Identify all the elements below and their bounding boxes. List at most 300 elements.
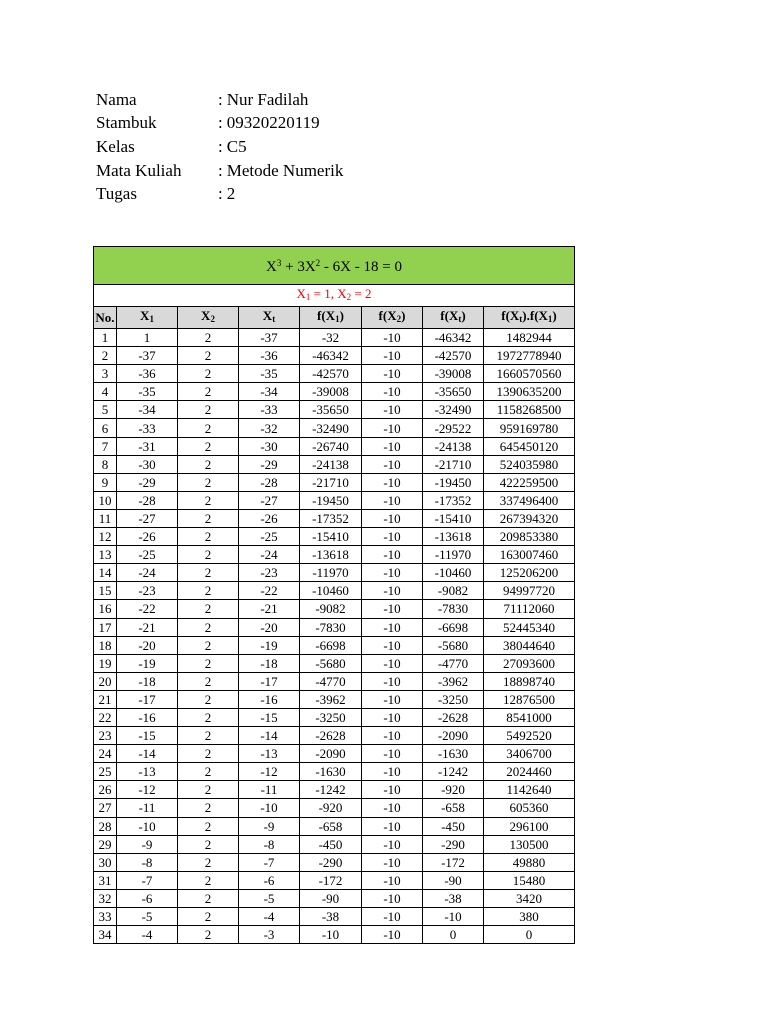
- fxt-cell: -29522: [423, 419, 484, 437]
- table-row: [94, 835, 575, 853]
- info-row-tugas: [96, 182, 343, 206]
- table-row: [94, 582, 575, 600]
- fx2-cell: -10: [362, 763, 423, 781]
- table-row: [94, 745, 575, 763]
- table-row: [94, 437, 575, 455]
- x1-cell: -15: [117, 727, 178, 745]
- info-label: Tugas: [96, 184, 137, 204]
- product-cell: 296100: [484, 817, 575, 835]
- x1-cell: -22: [117, 600, 178, 618]
- x1-cell: -14: [117, 745, 178, 763]
- fx1-cell: -2090: [300, 745, 362, 763]
- fxt-cell: -920: [423, 781, 484, 799]
- fx1-cell: -11970: [300, 564, 362, 582]
- info-value: 09320220119: [226, 113, 320, 133]
- row-number-cell: 1: [94, 329, 117, 347]
- title-text: X: [266, 259, 277, 275]
- fx2-cell: -10: [362, 745, 423, 763]
- product-cell: 163007460: [484, 546, 575, 564]
- info-separator: :: [218, 136, 223, 156]
- fx1-cell: -46342: [300, 347, 362, 365]
- x1-cell: -5: [117, 908, 178, 926]
- row-number-cell: 24: [94, 745, 117, 763]
- xt-cell: -22: [239, 582, 300, 600]
- product-cell: 49880: [484, 853, 575, 871]
- row-number-cell: 2: [94, 347, 117, 365]
- row-number-cell: 19: [94, 654, 117, 672]
- x1-cell: -37: [117, 347, 178, 365]
- xt-cell: -23: [239, 564, 300, 582]
- xt-cell: -20: [239, 618, 300, 636]
- fx2-cell: -10: [362, 926, 423, 944]
- product-cell: 267394320: [484, 509, 575, 527]
- fx1-cell: -172: [300, 871, 362, 889]
- product-cell: 1660570560: [484, 365, 575, 383]
- row-number-cell: 30: [94, 853, 117, 871]
- x1-cell: -34: [117, 401, 178, 419]
- fxt-cell: -10460: [423, 564, 484, 582]
- xt-cell: -13: [239, 745, 300, 763]
- header-subscript: t: [272, 314, 276, 324]
- header-text: ): [461, 308, 466, 323]
- product-cell: 71112060: [484, 600, 575, 618]
- x1-cell: -11: [117, 799, 178, 817]
- product-cell: 0: [484, 926, 575, 944]
- fx1-cell: -35650: [300, 401, 362, 419]
- info-row-stambuk: [96, 112, 343, 136]
- xt-cell: -33: [239, 401, 300, 419]
- info-separator: :: [218, 113, 223, 133]
- x2-cell: 2: [178, 727, 239, 745]
- header-subscript: 1: [149, 314, 154, 324]
- product-cell: 1142640: [484, 781, 575, 799]
- x2-cell: 2: [178, 455, 239, 473]
- row-number-cell: 26: [94, 781, 117, 799]
- fxt-cell: -38: [423, 889, 484, 907]
- fx1-cell: -38: [300, 908, 362, 926]
- fx2-cell: -10: [362, 636, 423, 654]
- row-number-cell: 17: [94, 618, 117, 636]
- table-row: [94, 618, 575, 636]
- x2-cell: 2: [178, 600, 239, 618]
- fx2-cell: -10: [362, 799, 423, 817]
- fx1-cell: -4770: [300, 672, 362, 690]
- product-cell: 130500: [484, 835, 575, 853]
- x1-cell: -26: [117, 528, 178, 546]
- table-row: [94, 455, 575, 473]
- x2-cell: 2: [178, 528, 239, 546]
- fx2-cell: -10: [362, 329, 423, 347]
- table-row: [94, 600, 575, 618]
- fxt-cell: -17352: [423, 491, 484, 509]
- fx2-cell: -10: [362, 347, 423, 365]
- x2-cell: 2: [178, 871, 239, 889]
- x2-cell: 2: [178, 473, 239, 491]
- fxt-cell: 0: [423, 926, 484, 944]
- info-separator: :: [218, 184, 223, 204]
- row-number-cell: 18: [94, 636, 117, 654]
- header-subscript: 1: [547, 314, 553, 324]
- fx1-cell: -26740: [300, 437, 362, 455]
- fx1-cell: -17352: [300, 509, 362, 527]
- info-label: Kelas: [96, 136, 135, 156]
- table-row: [94, 546, 575, 564]
- xt-cell: -7: [239, 853, 300, 871]
- product-cell: 5492520: [484, 727, 575, 745]
- condition-text: X: [296, 286, 306, 301]
- product-cell: 422259500: [484, 473, 575, 491]
- table-row: [94, 817, 575, 835]
- x1-cell: -7: [117, 871, 178, 889]
- fxt-cell: -450: [423, 817, 484, 835]
- header-text: No.: [95, 310, 115, 325]
- xt-cell: -14: [239, 727, 300, 745]
- product-cell: 1972778940: [484, 347, 575, 365]
- fx2-cell: -10: [362, 871, 423, 889]
- header-subscript: 1: [335, 314, 340, 324]
- xt-cell: -32: [239, 419, 300, 437]
- xt-cell: -30: [239, 437, 300, 455]
- header-x1: [117, 307, 178, 329]
- header-subscript: t: [519, 314, 523, 324]
- fxt-cell: -658: [423, 799, 484, 817]
- x2-cell: 2: [178, 582, 239, 600]
- fx2-cell: -10: [362, 672, 423, 690]
- info-label: Nama: [96, 89, 137, 109]
- table-row: [94, 672, 575, 690]
- x2-cell: 2: [178, 908, 239, 926]
- product-cell: 12876500: [484, 690, 575, 708]
- xt-cell: -8: [239, 835, 300, 853]
- condition-subscript: 1: [305, 292, 311, 302]
- product-cell: 959169780: [484, 419, 575, 437]
- row-number-cell: 28: [94, 817, 117, 835]
- fxt-cell: -2628: [423, 708, 484, 726]
- product-cell: 1158268500: [484, 401, 575, 419]
- fx2-cell: -10: [362, 491, 423, 509]
- fx1-cell: -920: [300, 799, 362, 817]
- header-text: ): [339, 308, 344, 323]
- row-number-cell: 14: [94, 564, 117, 582]
- xt-cell: -29: [239, 455, 300, 473]
- title-exponent: 2: [315, 258, 321, 268]
- xt-cell: -4: [239, 908, 300, 926]
- condition-text: = 2: [351, 286, 372, 301]
- x1-cell: -10: [117, 817, 178, 835]
- fx1-cell: -6698: [300, 636, 362, 654]
- fx2-cell: -10: [362, 528, 423, 546]
- product-cell: 18898740: [484, 672, 575, 690]
- fx1-cell: -10460: [300, 582, 362, 600]
- fxt-cell: -15410: [423, 509, 484, 527]
- fx1-cell: -7830: [300, 618, 362, 636]
- fx1-cell: -42570: [300, 365, 362, 383]
- table-row: [94, 654, 575, 672]
- header-text: f(X: [378, 308, 397, 323]
- table-row: [94, 727, 575, 745]
- xt-cell: -19: [239, 636, 300, 654]
- fxt-cell: -32490: [423, 401, 484, 419]
- fx2-cell: -10: [362, 690, 423, 708]
- info-row-kelas: [96, 135, 343, 159]
- header-subscript: 2: [210, 314, 215, 324]
- x2-cell: 2: [178, 365, 239, 383]
- title-text: - 6X - 18 = 0: [320, 259, 402, 275]
- fxt-cell: -46342: [423, 329, 484, 347]
- table-row: [94, 528, 575, 546]
- fx1-cell: -3250: [300, 708, 362, 726]
- fx2-cell: -10: [362, 582, 423, 600]
- x1-cell: -31: [117, 437, 178, 455]
- x1-cell: -24: [117, 564, 178, 582]
- product-cell: 645450120: [484, 437, 575, 455]
- xt-cell: -21: [239, 600, 300, 618]
- header-product: [484, 307, 575, 329]
- fx2-cell: -10: [362, 853, 423, 871]
- xt-cell: -26: [239, 509, 300, 527]
- info-label: Mata Kuliah: [96, 160, 182, 180]
- fx2-cell: -10: [362, 889, 423, 907]
- x2-cell: 2: [178, 618, 239, 636]
- row-number-cell: 8: [94, 455, 117, 473]
- x2-cell: 2: [178, 745, 239, 763]
- table-row: [94, 799, 575, 817]
- fxt-cell: -3250: [423, 690, 484, 708]
- x1-cell: -30: [117, 455, 178, 473]
- info-value: 2: [226, 184, 236, 204]
- row-number-cell: 20: [94, 672, 117, 690]
- x2-cell: 2: [178, 491, 239, 509]
- header-subscript: t: [458, 314, 462, 324]
- fx2-cell: -10: [362, 383, 423, 401]
- product-cell: 1482944: [484, 329, 575, 347]
- row-number-cell: 25: [94, 763, 117, 781]
- fxt-cell: -10: [423, 908, 484, 926]
- product-cell: 52445340: [484, 618, 575, 636]
- fx2-cell: -10: [362, 835, 423, 853]
- fx2-cell: -10: [362, 817, 423, 835]
- x1-cell: -13: [117, 763, 178, 781]
- row-number-cell: 9: [94, 473, 117, 491]
- row-number-cell: 7: [94, 437, 117, 455]
- fx1-cell: -10: [300, 926, 362, 944]
- product-cell: 380: [484, 908, 575, 926]
- fxt-cell: -35650: [423, 383, 484, 401]
- row-number-cell: 34: [94, 926, 117, 944]
- fx2-cell: -10: [362, 908, 423, 926]
- row-number-cell: 21: [94, 690, 117, 708]
- fx1-cell: -9082: [300, 600, 362, 618]
- xt-cell: -11: [239, 781, 300, 799]
- x2-cell: 2: [178, 636, 239, 654]
- fx1-cell: -32490: [300, 419, 362, 437]
- row-number-cell: 16: [94, 600, 117, 618]
- row-number-cell: 11: [94, 509, 117, 527]
- fxt-cell: -11970: [423, 546, 484, 564]
- fx1-cell: -450: [300, 835, 362, 853]
- x2-cell: 2: [178, 835, 239, 853]
- header-fx2: [362, 307, 423, 329]
- xt-cell: -28: [239, 473, 300, 491]
- x1-cell: 1: [117, 329, 178, 347]
- fxt-cell: -21710: [423, 455, 484, 473]
- table-row: [94, 491, 575, 509]
- x1-cell: -36: [117, 365, 178, 383]
- table-row: [94, 383, 575, 401]
- table-header-row: [94, 307, 575, 329]
- fx1-cell: -24138: [300, 455, 362, 473]
- x1-cell: -20: [117, 636, 178, 654]
- table-row: [94, 329, 575, 347]
- header-text: f(X: [501, 308, 520, 323]
- info-row-mata-kuliah: [96, 159, 343, 183]
- table-row: [94, 871, 575, 889]
- xt-cell: -10: [239, 799, 300, 817]
- row-number-cell: 31: [94, 871, 117, 889]
- row-number-cell: 32: [94, 889, 117, 907]
- x1-cell: -9: [117, 835, 178, 853]
- iteration-table: [93, 246, 575, 944]
- x1-cell: -29: [117, 473, 178, 491]
- product-cell: 524035980: [484, 455, 575, 473]
- x2-cell: 2: [178, 546, 239, 564]
- header-text: f(X: [440, 308, 459, 323]
- table-row: [94, 926, 575, 944]
- product-cell: 38044640: [484, 636, 575, 654]
- row-number-cell: 33: [94, 908, 117, 926]
- x2-cell: 2: [178, 889, 239, 907]
- header-no: [94, 307, 117, 329]
- fx1-cell: -90: [300, 889, 362, 907]
- product-cell: 2024460: [484, 763, 575, 781]
- fx2-cell: -10: [362, 473, 423, 491]
- x2-cell: 2: [178, 509, 239, 527]
- info-separator: :: [218, 89, 223, 109]
- table-row: [94, 763, 575, 781]
- table-row: [94, 781, 575, 799]
- fxt-cell: -24138: [423, 437, 484, 455]
- fx1-cell: -290: [300, 853, 362, 871]
- product-cell: 27093600: [484, 654, 575, 672]
- xt-cell: -12: [239, 763, 300, 781]
- header-text: X: [140, 308, 150, 323]
- fx2-cell: -10: [362, 654, 423, 672]
- fx1-cell: -3962: [300, 690, 362, 708]
- table-row: [94, 473, 575, 491]
- fxt-cell: -39008: [423, 365, 484, 383]
- xt-cell: -25: [239, 528, 300, 546]
- fx2-cell: -10: [362, 618, 423, 636]
- header-x2: [178, 307, 239, 329]
- product-cell: 3406700: [484, 745, 575, 763]
- product-cell: 209853380: [484, 528, 575, 546]
- x2-cell: 2: [178, 329, 239, 347]
- table-row: [94, 853, 575, 871]
- x2-cell: 2: [178, 401, 239, 419]
- row-number-cell: 6: [94, 419, 117, 437]
- header-text: ): [401, 308, 406, 323]
- fx2-cell: -10: [362, 600, 423, 618]
- fxt-cell: -290: [423, 835, 484, 853]
- header-subscript: 2: [396, 314, 402, 324]
- x2-cell: 2: [178, 763, 239, 781]
- x1-cell: -19: [117, 654, 178, 672]
- fx1-cell: -21710: [300, 473, 362, 491]
- fx1-cell: -1630: [300, 763, 362, 781]
- xt-cell: -9: [239, 817, 300, 835]
- x2-cell: 2: [178, 926, 239, 944]
- row-number-cell: 22: [94, 708, 117, 726]
- xt-cell: -35: [239, 365, 300, 383]
- x2-cell: 2: [178, 437, 239, 455]
- title-exponent: 3: [276, 258, 282, 268]
- x1-cell: -18: [117, 672, 178, 690]
- table-row: [94, 419, 575, 437]
- xt-cell: -6: [239, 871, 300, 889]
- fx2-cell: -10: [362, 401, 423, 419]
- row-number-cell: 23: [94, 727, 117, 745]
- product-cell: 3420: [484, 889, 575, 907]
- x1-cell: -28: [117, 491, 178, 509]
- x2-cell: 2: [178, 817, 239, 835]
- x2-cell: 2: [178, 781, 239, 799]
- fx2-cell: -10: [362, 727, 423, 745]
- x1-cell: -4: [117, 926, 178, 944]
- x2-cell: 2: [178, 708, 239, 726]
- x1-cell: -27: [117, 509, 178, 527]
- table-row: [94, 889, 575, 907]
- product-cell: 8541000: [484, 708, 575, 726]
- fx2-cell: -10: [362, 708, 423, 726]
- fx1-cell: -1242: [300, 781, 362, 799]
- fx1-cell: -39008: [300, 383, 362, 401]
- condition-text: = 1, X: [310, 286, 347, 301]
- fxt-cell: -90: [423, 871, 484, 889]
- row-number-cell: 5: [94, 401, 117, 419]
- fx2-cell: -10: [362, 546, 423, 564]
- fxt-cell: -1242: [423, 763, 484, 781]
- product-cell: 1390635200: [484, 383, 575, 401]
- fx1-cell: -5680: [300, 654, 362, 672]
- table-row: [94, 365, 575, 383]
- row-number-cell: 3: [94, 365, 117, 383]
- fxt-cell: -172: [423, 853, 484, 871]
- fx2-cell: -10: [362, 365, 423, 383]
- fxt-cell: -9082: [423, 582, 484, 600]
- fxt-cell: -19450: [423, 473, 484, 491]
- info-value: C5: [226, 136, 247, 156]
- header-text: ): [552, 308, 557, 323]
- fx2-cell: -10: [362, 437, 423, 455]
- fxt-cell: -7830: [423, 600, 484, 618]
- table-row: [94, 708, 575, 726]
- fx2-cell: -10: [362, 509, 423, 527]
- table-row: [94, 636, 575, 654]
- xt-cell: -18: [239, 654, 300, 672]
- info-row-nama: [96, 88, 343, 112]
- fx1-cell: -19450: [300, 491, 362, 509]
- table-row: [94, 401, 575, 419]
- product-cell: 94997720: [484, 582, 575, 600]
- fx1-cell: -2628: [300, 727, 362, 745]
- header-fx1: [300, 307, 362, 329]
- fx2-cell: -10: [362, 781, 423, 799]
- x1-cell: -17: [117, 690, 178, 708]
- fx1-cell: -15410: [300, 528, 362, 546]
- xt-cell: -37: [239, 329, 300, 347]
- fx2-cell: -10: [362, 564, 423, 582]
- x1-cell: -35: [117, 383, 178, 401]
